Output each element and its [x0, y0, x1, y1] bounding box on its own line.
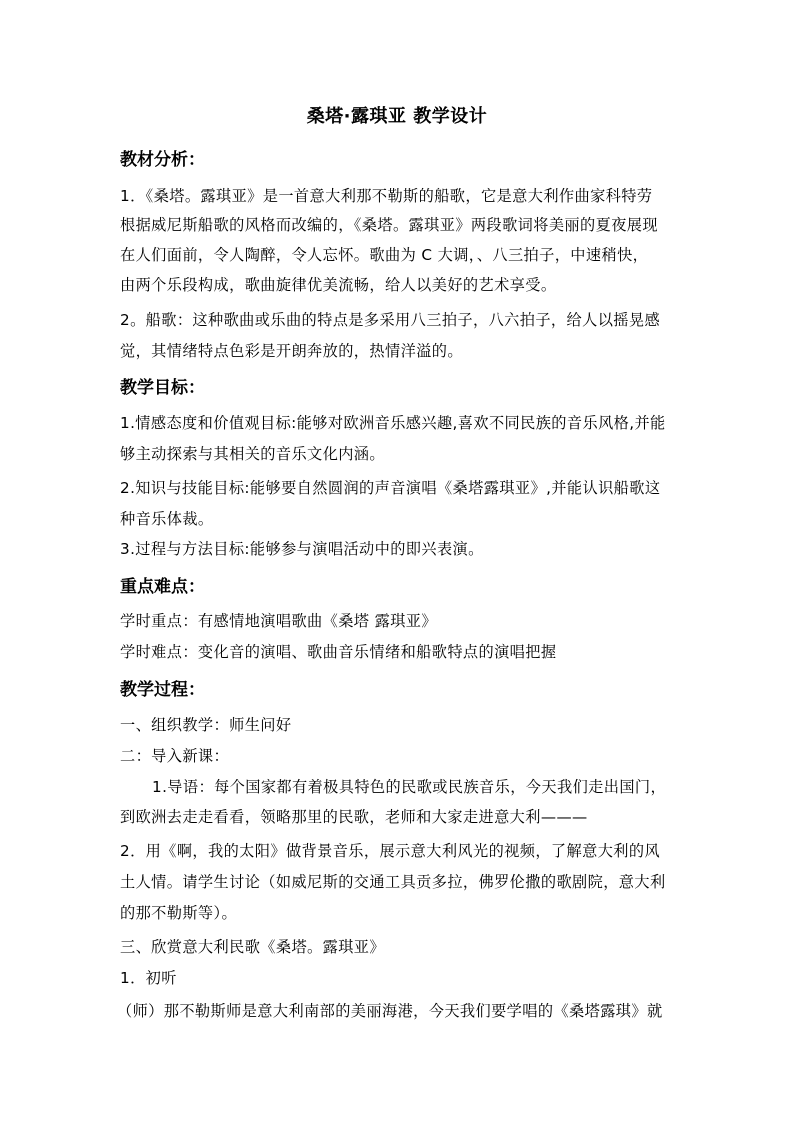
section-heading-goals: 教学目标： — [120, 378, 205, 398]
paragraph-line: 种音乐体裁。 — [120, 510, 214, 528]
paragraph-line: 3.过程与方法目标:能够参与演唱活动中的即兴表演。 — [120, 540, 484, 558]
section-heading-keypoints: 重点难点： — [120, 577, 205, 597]
paragraph-line: 2.知识与技能目标:能够要自然圆润的声音演唱《桑塔露琪亚》,并能认识船歌这 — [120, 479, 661, 497]
paragraph-line: 的那不勒斯等）。 — [120, 904, 238, 922]
paragraph-line: 2．用《啊，我的太阳》做背景音乐，展示意大利风光的视频，了解意大利的风 — [120, 842, 661, 860]
paragraph-line: 根据威尼斯船歌的风格而改编的，《桑塔。露琪亚》两段歌词将美丽的夏夜展现 — [120, 216, 658, 234]
paragraph-line: 二：导入新课： — [120, 747, 230, 765]
paragraph-line: 1．《桑塔。露琪亚》是一首意大利那不勒斯的船歌，它是意大利作曲家科特劳 — [120, 187, 653, 205]
paragraph-line: 觉，其情绪特点色彩是开朗奔放的，热情洋溢的。 — [120, 342, 463, 360]
document-title: 桑塔·露琪亚 教学设计 — [306, 106, 488, 127]
paragraph-line: 学时难点：变化音的演唱、歌曲音乐情绪和船歌特点的演唱把握 — [120, 643, 557, 661]
paragraph-line: 土人情。请学生讨论（如威尼斯的交通工具贡多拉，佛罗伦撒的歌剧院，意大利 — [120, 873, 666, 891]
paragraph-line: 1.情感态度和价值观目标:能够对欧洲音乐感兴趣,喜欢不同民族的音乐风格,并能 — [120, 414, 666, 432]
paragraph-line: 一、组织教学：师生问好 — [120, 716, 292, 734]
paragraph-line: 2。船歌：这种歌曲或乐曲的特点是多采用八三拍子，八六拍子，给人以摇晃感 — [120, 311, 661, 329]
paragraph-line: （师）那不勒斯师是意大利南部的美丽海港，今天我们要学唱的《桑塔露琪》就 — [117, 1002, 663, 1020]
paragraph-line: 由两个乐段构成，歌曲旋律优美流畅，给人以美好的艺术享受。 — [120, 276, 557, 294]
paragraph-line: 1．初听 — [120, 969, 177, 987]
paragraph-line: 学时重点：有感情地演唱歌曲《桑塔 露琪亚》 — [120, 612, 437, 630]
paragraph-line: 到欧洲去走走看看，领略那里的民歌，老师和大家走进意大利——— — [120, 808, 588, 826]
paragraph-line: 1.导语：每个国家都有着极具特色的民歌或民族音乐，今天我们走出国门， — [152, 778, 667, 796]
paragraph-line: 三、欣赏意大利民歌《桑塔。露琪亚》 — [120, 938, 385, 956]
section-heading-process: 教学过程： — [120, 680, 205, 700]
paragraph-line: 在人们面前，令人陶醉，令人忘怀。歌曲为 C 大调，、八三拍子，中速稍快， — [120, 246, 649, 264]
paragraph-line: 够主动探索与其相关的音乐文化内涵。 — [120, 445, 385, 463]
section-heading-analysis: 教材分析： — [120, 150, 205, 170]
